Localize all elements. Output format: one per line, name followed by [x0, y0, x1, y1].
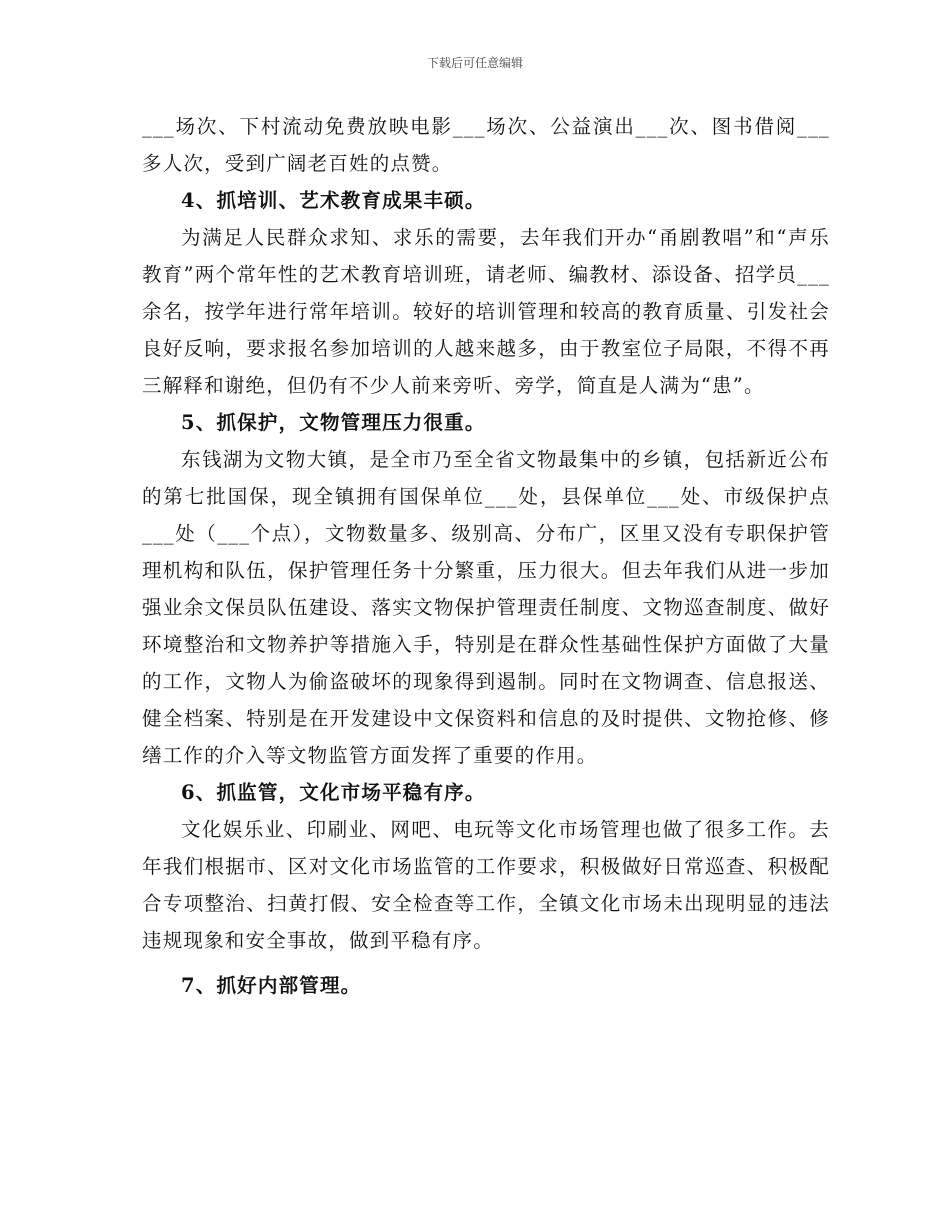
heading-section-6: 6、抓监管，文化市场平稳有序。 — [181, 781, 486, 804]
paragraph-section-6: 文化娱乐业、印刷业、网吧、电玩等文化市场管理也做了很多工作。去年我们根据市、区对文化市场监管的工作要求，积极做好日常巡查、积极配合专项整治、扫黄打假、安全检查等工作，全镇文化市场未出现明显的违法违规现象和安全事故，做到平稳有序。 — [142, 818, 830, 952]
paragraph-section-4: 为满足人民群众求知、求乐的需要，去年我们开办“甬剧教唱”和“声乐教育”两个常年性的艺术教育培训班，请老师、编教材、添设备、招学员___余名，按学年进行常年培训。较好的培训管理和较高的教育质量、引发社会良好反响，要求报名参加培训的人越来越多，由于教室位子局限，不得不再三解释和谢绝，但仍有不少人前来旁听、旁学，简直是人满为“患”。 — [142, 226, 830, 397]
paragraph-section-5: 东钱湖为文物大镇，是全市乃至全省文物最集中的乡镇，包括新近公布的第七批国保，现全镇拥有国保单位___处，县保单位___处、市级保护点___处（___个点），文物数量多、级别高、分布广，区里又没有专职保护管理机构和队伍，保护管理任务十分繁重，压力很大。但去年我们从进一步加强业余文保员队伍建设、落实文物保护管理责任制度、文物巡查制度、做好环境整治和文物养护等措施入手，特别是在群众性基础性保护方面做了大量的工作，文物人为偷盗破坏的现象得到遏制。同时在文物调查、信息报送、健全档案、特别是在开发建设中文保资料和信息的及时提供、文物抢修、修缮工作的介入等文物监管方面发挥了重要的作用。 — [142, 448, 830, 767]
heading-section-7: 7、抓好内部管理。 — [181, 974, 362, 997]
page-header: 下载后可任意编辑 — [426, 56, 523, 70]
document-body — [142, 108, 830, 1004]
heading-section-4: 4、抓培训、艺术教育成果丰硕。 — [181, 189, 486, 212]
paragraph-continuation: ___场次、下村流动免费放映电影___场次、公益演出___次、图书借阅___多人次，受到广阔老百姓的点赞。 — [142, 115, 830, 175]
heading-section-5: 5、抓保护，文物管理压力很重。 — [181, 411, 486, 434]
